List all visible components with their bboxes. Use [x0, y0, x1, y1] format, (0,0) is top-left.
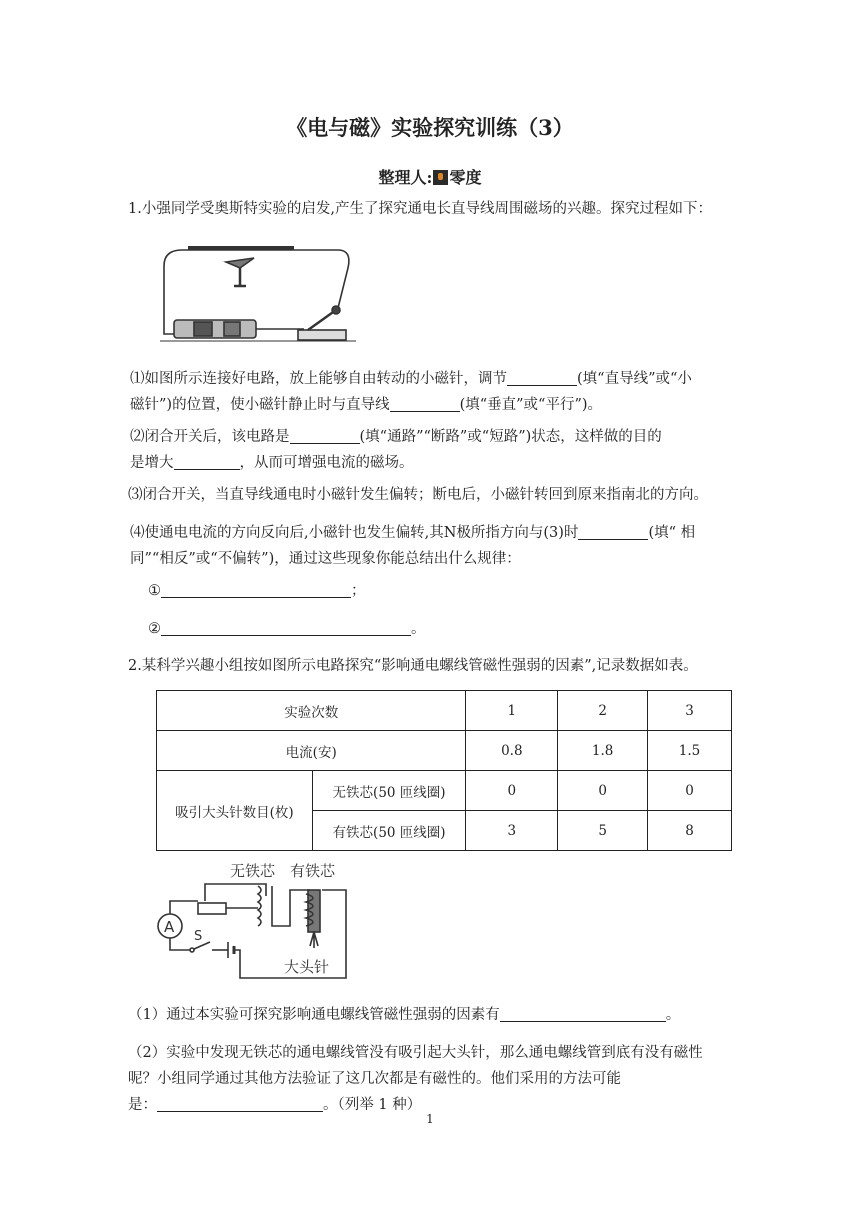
q1-rule-2: ② 。	[148, 621, 426, 637]
q1-part3: ⑶闭合开关，当直导线通电时小磁针发生偏转；断电后，小磁针转回到原来指南北的方向。	[128, 487, 708, 503]
table-row	[157, 691, 732, 731]
q1-rule-1: ① ；	[148, 583, 366, 599]
q2-data-table	[156, 690, 732, 851]
ammeter-label: A	[164, 918, 175, 936]
answer-blank[interactable]	[161, 581, 351, 598]
table-cell: 0	[648, 771, 732, 811]
q1-stem: 1.小强同学受奥斯特实验的启发,产生了探究通电长直导线周围磁场的兴趣。探究过程如下：	[128, 201, 712, 217]
table-cell: 2	[558, 691, 648, 731]
table-row	[157, 731, 732, 771]
table-header-cell: 电流(安)	[157, 731, 466, 771]
table-header-cell: 有铁芯(50 匝线圈)	[312, 811, 466, 851]
table-cell: 5	[558, 811, 648, 851]
q1-part1: ⑴如图所示连接好电路，放上能够自由转动的小磁针，调节 (填“直导线”或“小 磁针”)的位置，使小磁针静止时与直导线 (填“垂直”或“平行”)。	[130, 371, 692, 413]
author-line	[0, 165, 860, 188]
q1-part4: ⑷使通电电流的方向反向后,小磁针也发生偏转,其N极所指方向与(3)时 (填“ 相 同”“相反”或“不偏转”)，通过这些现象你能总结出什么规律：	[130, 525, 696, 567]
q2-subq1: （1）通过本实验可探究影响通电螺线管磁性强弱的因素有 。	[128, 1007, 681, 1023]
page-number: 1	[426, 1112, 434, 1126]
table-cell: 0	[558, 771, 648, 811]
q2-stem: 2.某科学兴趣小组按如图所示电路探究“影响通电螺线管磁性强弱的因素”,记录数据如表。	[128, 658, 698, 674]
answer-blank[interactable]	[161, 619, 411, 636]
label-core: 有铁芯	[290, 862, 336, 880]
answer-blank[interactable]	[390, 395, 460, 412]
table-cell: 1.8	[558, 731, 648, 771]
answer-blank[interactable]	[507, 369, 577, 386]
author-avatar-icon	[433, 170, 448, 185]
table-cell: 0	[466, 771, 558, 811]
table-cell: 0.8	[466, 731, 558, 771]
answer-blank[interactable]	[500, 1005, 666, 1022]
author-name: 零度	[449, 168, 482, 187]
table-cell: 1	[466, 691, 558, 731]
table-row	[157, 771, 732, 811]
document-title: 《电与磁》实验探究训练（3）	[286, 115, 574, 140]
author-label: 整理人:	[378, 168, 433, 187]
switch-label: S	[194, 929, 203, 944]
answer-blank[interactable]	[578, 523, 648, 540]
table-header-cell: 实验次数	[157, 691, 466, 731]
q1-circuit-figure	[158, 238, 358, 346]
label-no-core: 无铁芯	[230, 862, 276, 880]
q1-part2: ⑵闭合开关后，该电路是 (填“通路”“断路”或“短路”)状态，这样做的目的 是增大 ，从而可增强电流的磁场。	[130, 429, 662, 471]
table-cell: 3	[648, 691, 732, 731]
answer-blank[interactable]	[157, 1095, 323, 1112]
pins-label: 大头针	[284, 958, 330, 976]
answer-blank[interactable]	[174, 453, 240, 470]
q2-subq2: （2）实验中发现无铁芯的通电螺线管没有吸引起大头针，那么通电螺线管到底有没有磁性 呢？小组同学通过其他方法验证了这几次都是有磁性的。他们采用的方法可能 是： 。（列举 1 种）	[128, 1045, 703, 1113]
table-cell: 8	[648, 811, 732, 851]
table-cell: 1.5	[648, 731, 732, 771]
table-header-cell: 无铁芯(50 匝线圈)	[312, 771, 466, 811]
table-cell: 3	[466, 811, 558, 851]
q2-circuit-figure	[150, 856, 350, 986]
table-header-cell: 吸引大头针数目(枚)	[157, 771, 313, 851]
answer-blank[interactable]	[290, 427, 360, 444]
